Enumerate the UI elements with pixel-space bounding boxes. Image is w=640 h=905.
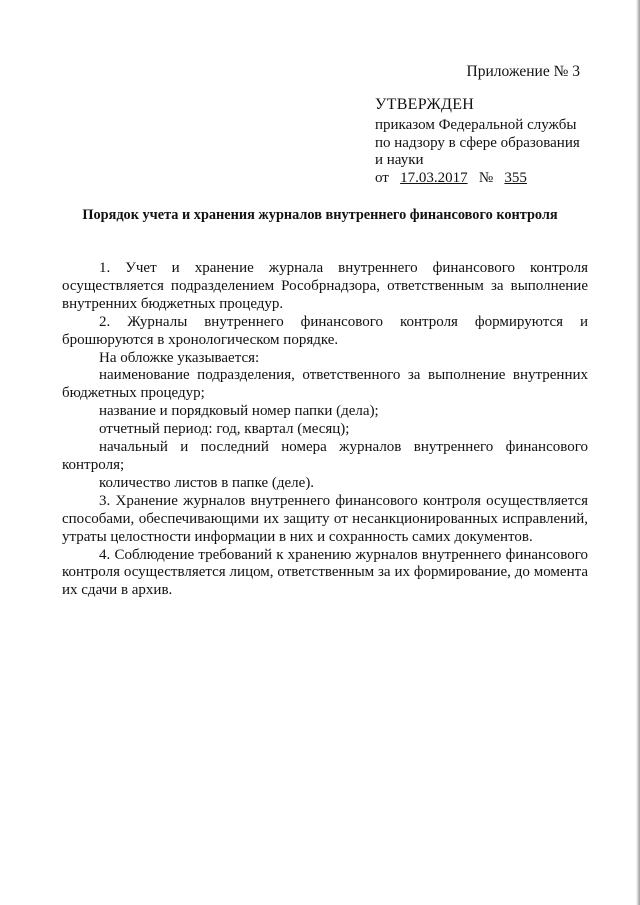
approval-line-1: приказом Федеральной службы	[375, 117, 577, 133]
cover-item-folder: название и порядковый номер папки (дела);	[99, 403, 379, 420]
scan-edge-shadow	[636, 0, 640, 905]
order-number: 355	[504, 169, 527, 186]
date-prefix: от	[375, 169, 389, 186]
appendix-label: Приложение № 3	[466, 63, 580, 80]
paragraph-4: 4. Соблюдение требований к хранению журналов внутреннего финансового контроля осуществляется лицом, ответственным за их формирование, до момента их сдачи в архив.	[62, 546, 588, 599]
paragraph-1: 1. Учет и хранение журнала внутреннего финансового контроля осуществляется подразделением Рособрнадзора, ответственным за выполнение внутренних бюджетных процедур.	[62, 260, 588, 312]
document-title: Порядок учета и хранения журналов внутреннего финансового контроля	[82, 207, 558, 223]
number-sign: №	[478, 169, 494, 186]
approval-heading: УТВЕРЖДЕН	[375, 96, 475, 113]
cover-item-period: отчетный период: год, квартал (месяц);	[99, 421, 350, 438]
cover-item-journal-numbers: начальный и последний номера журналов внутреннего финансового контроля;	[62, 439, 588, 473]
paragraph-2: 2. Журналы внутреннего финансового контроля формируются и брошюруются в хронологическом порядке.	[62, 313, 588, 348]
cover-item-sheet-count: количество листов в папке (деле).	[99, 474, 315, 491]
cover-item-department: наименование подразделения, ответственного за выполнение внутренних бюджетных процедур;	[62, 367, 588, 402]
approval-line-3: и науки	[375, 152, 424, 168]
paragraph-3: 3. Хранение журналов внутреннего финансового контроля осуществляется способами, обеспечивающими их защиту от несанкционированных исправлений, утраты целостности информации в них и сохранность самих документов.	[62, 492, 588, 545]
approval-line-2: по надзору в сфере образования	[375, 134, 580, 151]
document-body	[62, 260, 588, 600]
approval-block	[375, 95, 605, 187]
approval-date-line	[375, 170, 605, 188]
order-date: 17.03.2017	[400, 169, 468, 186]
cover-intro: На обложке указывается:	[99, 349, 260, 366]
